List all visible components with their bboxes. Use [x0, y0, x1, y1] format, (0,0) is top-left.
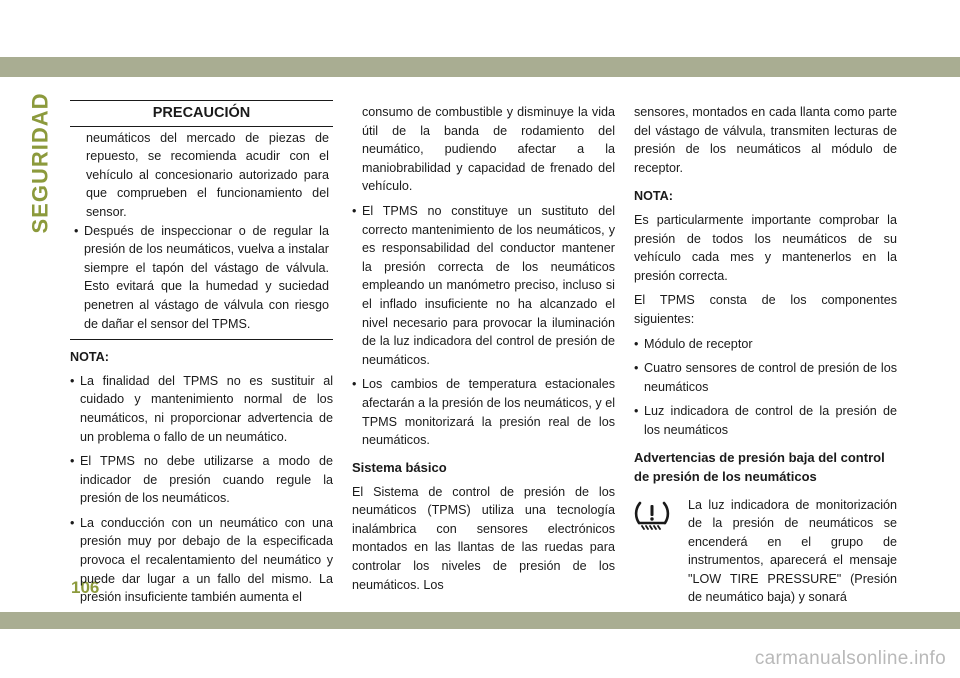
- caution-bullet: • Después de inspeccionar o de regular la presión de los neumáticos, vuelva a instalar siempre el tapón del vástago de válvula. Esto evitará que la humedad y suciedad penetren al vástago de válvula con riesgo de dañar el sensor del TPMS.: [74, 223, 329, 331]
- warning-block: [634, 496, 897, 608]
- list-item: • Módulo de receptor: [634, 336, 753, 351]
- section-label: SEGURIDAD: [27, 92, 53, 234]
- page-number: 106: [71, 578, 100, 597]
- list-item: • Luz indicadora de control de la presión de los neumáticos: [634, 404, 897, 437]
- body-paragraph: El Sistema de control de presión de los neumáticos (TPMS) utiliza una tecnología inalámbrica con sensores electrónicos montados en las llantas de las ruedas para controlar los niveles de presión de los neumáticos. Los: [352, 484, 615, 592]
- continuation-text: consumo de combustible y disminuye la vida útil de la banda de rodamiento del neumático, pudiendo afectar a la maniobrabilidad y capacidad de frenado del vehículo.: [362, 105, 615, 194]
- column-2: [352, 103, 615, 600]
- list-item: • La conducción con un neumático con una presión muy por debajo de la especificada provoca el recalentamiento del neumático y puede dar lugar a un fallo del mismo. La presión insuficiente también aumenta el: [70, 515, 333, 605]
- top-margin: [0, 0, 960, 57]
- caution-box: [70, 100, 333, 340]
- list-item: • Los cambios de temperatura estacionales afectarán a la presión de los neumáticos, y el TPMS monitorizará la presión real de los neumáticos.: [352, 377, 615, 448]
- column-1: [70, 100, 333, 613]
- section-heading: Advertencias de presión baja del control de presión de los neumáticos: [634, 449, 885, 484]
- list-item: • Cuatro sensores de control de presión de los neumáticos: [634, 361, 897, 394]
- warning-text: La luz indicadora de monitorización de la presión de neumáticos se encenderá en el grupo de instrumentos, aparecerá el mensaje "LOW TIRE PRESSURE" (Presión de neumático baja) y sonará: [688, 497, 897, 605]
- watermark: carmanualsonline.info: [754, 648, 946, 669]
- tire-pressure-warning-icon: [634, 500, 670, 530]
- continuation-text: sensores, montados en cada llanta como parte del vástago de válvula, transmiten lecturas de presión de los neumáticos al módulo de receptor.: [634, 105, 897, 175]
- footer-stripe: [0, 612, 960, 629]
- note-text: Es particularmente importante comprobar la presión de todos los neumáticos de su vehículo cada mes y mantenerlos en la presión correcta.: [634, 212, 897, 283]
- note-label: NOTA:: [70, 350, 109, 365]
- components-intro: El TPMS consta de los componentes siguientes:: [634, 293, 897, 326]
- header-stripe: [0, 57, 960, 77]
- list-item: • El TPMS no debe utilizarse a modo de indicador de presión cuando regule la presión de los neumáticos.: [70, 454, 333, 506]
- caution-continuation: neumáticos del mercado de piezas de repuesto, se recomienda acudir con el vehículo al concesionario autorizado para que comprueben el funcionamiento del sensor.: [86, 130, 329, 219]
- section-tab: [27, 92, 53, 234]
- list-item: • La finalidad del TPMS no es sustituir al cuidado y mantenimiento normal de los neumáticos, ni proporcionar advertencia de un problema o fallo de un neumático.: [70, 373, 333, 444]
- caution-title: PRECAUCIÓN: [70, 101, 333, 127]
- note-label: NOTA:: [634, 189, 673, 204]
- section-heading: Sistema básico: [352, 459, 447, 475]
- list-item: • El TPMS no constituye un sustituto del correcto mantenimiento de los neumáticos, y es responsabilidad del conductor mantener la presión correcta de los neumáticos empleando un manómetro preciso, incluso si el inflado insuficiente no ha alcanzado el nivel necesario para provocar la iluminación de la luz indicadora del control de presión de neumáticos.: [352, 203, 615, 367]
- column-3: [634, 103, 897, 613]
